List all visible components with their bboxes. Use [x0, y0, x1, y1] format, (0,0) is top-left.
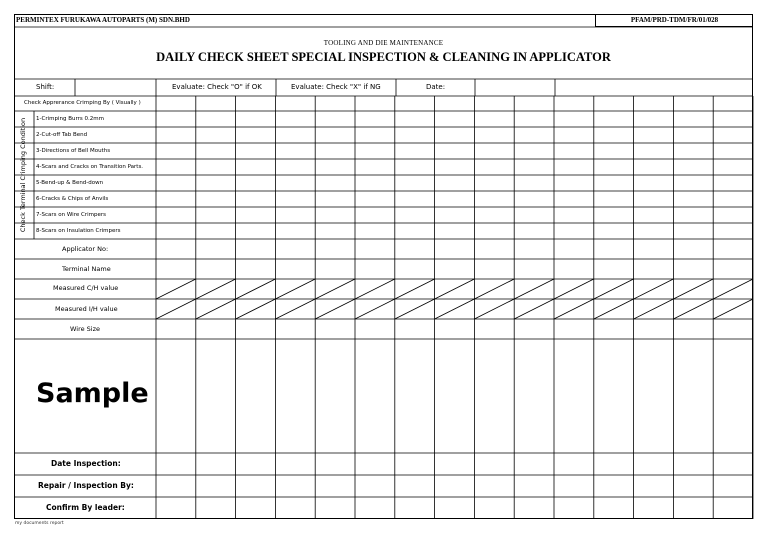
check-appearance-header: Check Apprerance Crimping By ( Visually ) [24, 100, 141, 106]
hatch-diagonal [673, 299, 713, 319]
wire-size-label: Wire Size [70, 325, 101, 333]
company-name: PERMINTEX FURUKAWA AUTOPARTS (M) SDN.BHD [16, 16, 190, 24]
department-subtitle: TOOLING AND DIE MAINTENANCE [323, 39, 444, 47]
hatch-diagonal [713, 279, 753, 299]
hatch-diagonal [435, 299, 475, 319]
measured-ih-label: Measured I/H value [55, 305, 118, 313]
hatch-diagonal [673, 279, 713, 299]
hatch-diagonal [395, 299, 435, 319]
evaluate-ok-label: Evaluate: Check "O" if OK [172, 83, 262, 91]
hatch-diagonal [634, 299, 674, 319]
hatch-diagonal [275, 279, 315, 299]
hatch-diagonal [594, 299, 634, 319]
hatch-diagonal [514, 279, 554, 299]
terminal-name-label: Terminal Name [62, 265, 111, 273]
hatch-diagonal [355, 299, 395, 319]
check-item: 6-Cracks & Chips of Anvils [36, 196, 109, 202]
footer-note: my documents report [15, 521, 64, 526]
hatch-diagonal [514, 299, 554, 319]
hatch-diagonal [395, 279, 435, 299]
hatch-diagonal [474, 299, 514, 319]
confirm-leader-label: Confirm By leader: [46, 503, 125, 512]
hatch-diagonal [355, 279, 395, 299]
sample-watermark: Sample [36, 378, 149, 409]
hatch-diagonal [594, 279, 634, 299]
applicator-no-label: Applicator No: [62, 245, 109, 253]
evaluate-ng-label: Evaluate: Check "X" if NG [291, 83, 381, 91]
hatch-diagonal [713, 299, 753, 319]
hatch-diagonal [315, 279, 355, 299]
hatch-diagonal [236, 299, 276, 319]
hatch-diagonal [196, 299, 236, 319]
group-label-vertical: Check Terminal Crimping Condition [19, 117, 27, 233]
hatch-diagonal [634, 279, 674, 299]
hatch-diagonal [554, 299, 594, 319]
hatch-diagonal [275, 299, 315, 319]
hatch-diagonal [435, 279, 475, 299]
check-item: 4-Scars and Cracks on Transition Parts. [36, 164, 144, 170]
shift-label: Shift: [36, 83, 55, 91]
check-item: 5-Bend-up & Bend-down [36, 180, 104, 186]
hatch-diagonal [156, 299, 196, 319]
check-item: 2-Cut-off Tab Bend [36, 132, 88, 138]
hatch-diagonal [554, 279, 594, 299]
document-number: PFAM/PRD-TDM/FR/01/028 [595, 14, 753, 27]
date-inspection-label: Date Inspection: [51, 459, 121, 468]
hatch-diagonal [474, 279, 514, 299]
check-item: 1-Crimping Burrs 0.2mm [36, 116, 104, 122]
hatch-diagonal [156, 279, 196, 299]
check-item: 3-Directions of Bell Mouths [36, 148, 111, 154]
page-title: DAILY CHECK SHEET SPECIAL INSPECTION & CLEANING IN APPLICATOR [156, 50, 611, 64]
hatch-diagonal [196, 279, 236, 299]
measured-ch-label: Measured C/H value [53, 284, 119, 292]
check-item: 7-Scars on Wire Crimpers [36, 212, 106, 218]
date-label: Date: [426, 83, 446, 91]
check-item: 8-Scars on Insulation Crimpers [36, 228, 121, 234]
repair-inspection-label: Repair / Inspection By: [38, 481, 134, 490]
hatch-diagonal [315, 299, 355, 319]
hatch-diagonal [236, 279, 276, 299]
